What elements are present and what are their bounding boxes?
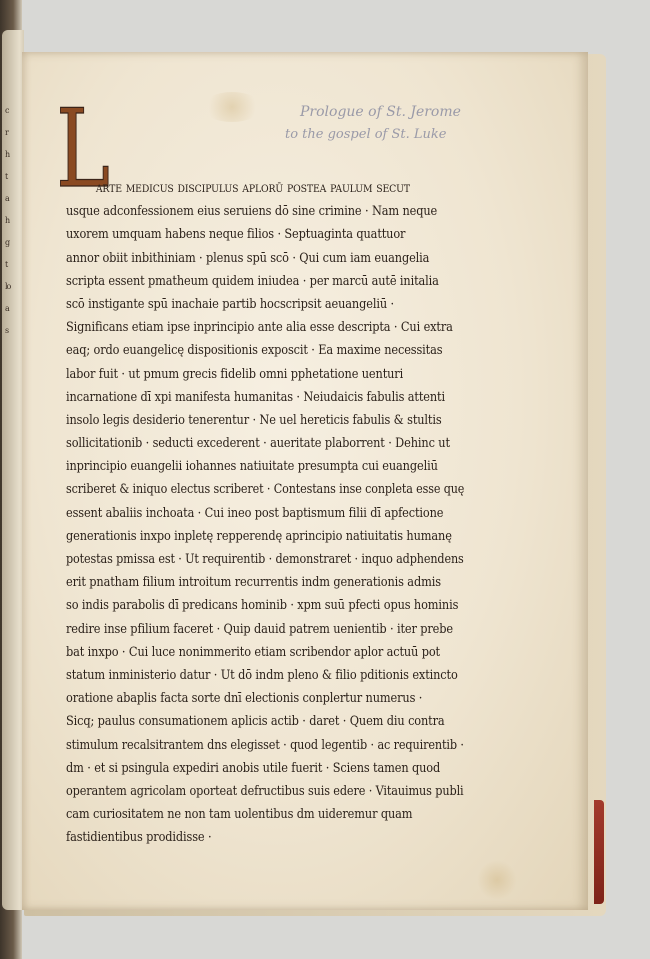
text-line: inprincipio euangelii iohannes natiuitate presumpta cui euangeliū [66,459,438,475]
facing-page-fragment: a [5,304,9,313]
text-line: Sicq; paulus consumationem aplicis actib · daret · Quem diu contra [66,714,445,730]
text-line: scō instigante spū inachaie partib hocscripsit aeuangeliū · [66,296,394,312]
text-line: erit pnatham filium introitum recurrentis indm generationis admis [66,575,441,591]
text-line: operantem agricolam oporteat defructibus suis edere · Vitauimus publi [66,783,464,799]
text-line: usque adconfessionem eius seruiens dō sine crimine · Nam neque [66,204,438,220]
text-line: scriberet & iniquo electus scriberet · Contestans inse conpleta esse quę [66,482,465,498]
text-line: fastidientibus prodidisse · [66,830,212,846]
facing-page-fragment: a [5,194,9,203]
manuscript-text-block [66,177,536,849]
red-page-edge [594,800,604,904]
pencil-annotation-line-1: Prologue of St. Jerome [300,104,461,120]
stain-mark [202,92,262,122]
facing-page-edge [2,30,24,910]
facing-page-fragment: r [5,128,8,137]
text-line: scripta essent pmatheum quidem iniudea · per marcū autē initalia [66,273,439,289]
facing-page-fragment: s [5,326,9,335]
text-line: statum inministerio datur · Ut dō indm pleno & filio pditionis extincto [66,667,458,683]
text-line: labor fuit · ut pmum grecis fidelib omni pphetatione uenturi [66,366,404,382]
text-line: bat inxpo · Cui luce nonimmerito etiam scribendor aplor actuū pot [66,644,440,660]
text-line: arte medicus discipulus aplorū postea paulum secut [95,180,410,196]
text-line: potestas pmissa est · Ut requirentib · demonstraret · inquo adphendens [66,552,464,567]
text-line: so indis parabolis dī predicans hominib · xpm suū pfecti opus hominis [66,598,459,614]
text-line: oratione abaplis facta sorte dnī electionis conplertur numerus · [66,691,423,707]
text-line: eaq; ordo euangelicę dispositionis exposcit · Ea maxime necessitas [66,343,443,359]
text-line: Significans etiam ipse inprincipio ante alia esse descripta · Cui extra [66,320,453,336]
stain-mark [477,860,517,900]
text-line: essent abaliis inchoata · Cui ineo post baptismum filii dī apfectione [66,505,444,521]
facing-page-text-fragments [5,100,21,360]
text-line: dm · et si psingula expediri anobis utile fuerit · Sciens tamen quod [66,760,441,776]
facing-page-fragment: c [5,106,9,115]
text-line: cam curiositatem ne non tam uolentibus dm uideremur quam [66,807,413,823]
text-line: generationis inxpo inpletę repperendę aprincipio natiuitatis humanę [66,528,452,544]
text-line: sollicitationib · seducti excederent · aueritate plaborrent · Dehinc ut [66,436,450,452]
text-line: redire inse pfilium faceret · Quip dauid patrem uenientib · iter prebe [66,621,453,637]
text-line: annor obiit inbithiniam · plenus spū scō · Qui cum iam euangelia [66,250,430,266]
text-line: stimulum recalsitrantem dns elegisset · quod legentib · ac requirentib · [66,737,464,753]
text-line: incarnatione dī xpi manifesta humanitas · Neiudaicis fabulis attenti [66,389,445,405]
facing-page-fragment: g [5,238,10,247]
initial-letter: L [56,87,110,212]
pencil-annotation-line-2: to the gospel of St. Luke [285,127,447,142]
facing-page-fragment: h [5,216,10,225]
facing-page-fragment: t [5,260,8,269]
facing-page-fragment: t [5,172,8,181]
text-line: insolo legis desiderio tenerentur · Ne uel hereticis fabulis & stultis [66,412,442,428]
facing-page-fragment: h [5,150,10,159]
text-line: uxorem umquam habens neque filios · Septuaginta quattuor [66,227,406,243]
facing-page-fragment: lo [5,282,11,291]
